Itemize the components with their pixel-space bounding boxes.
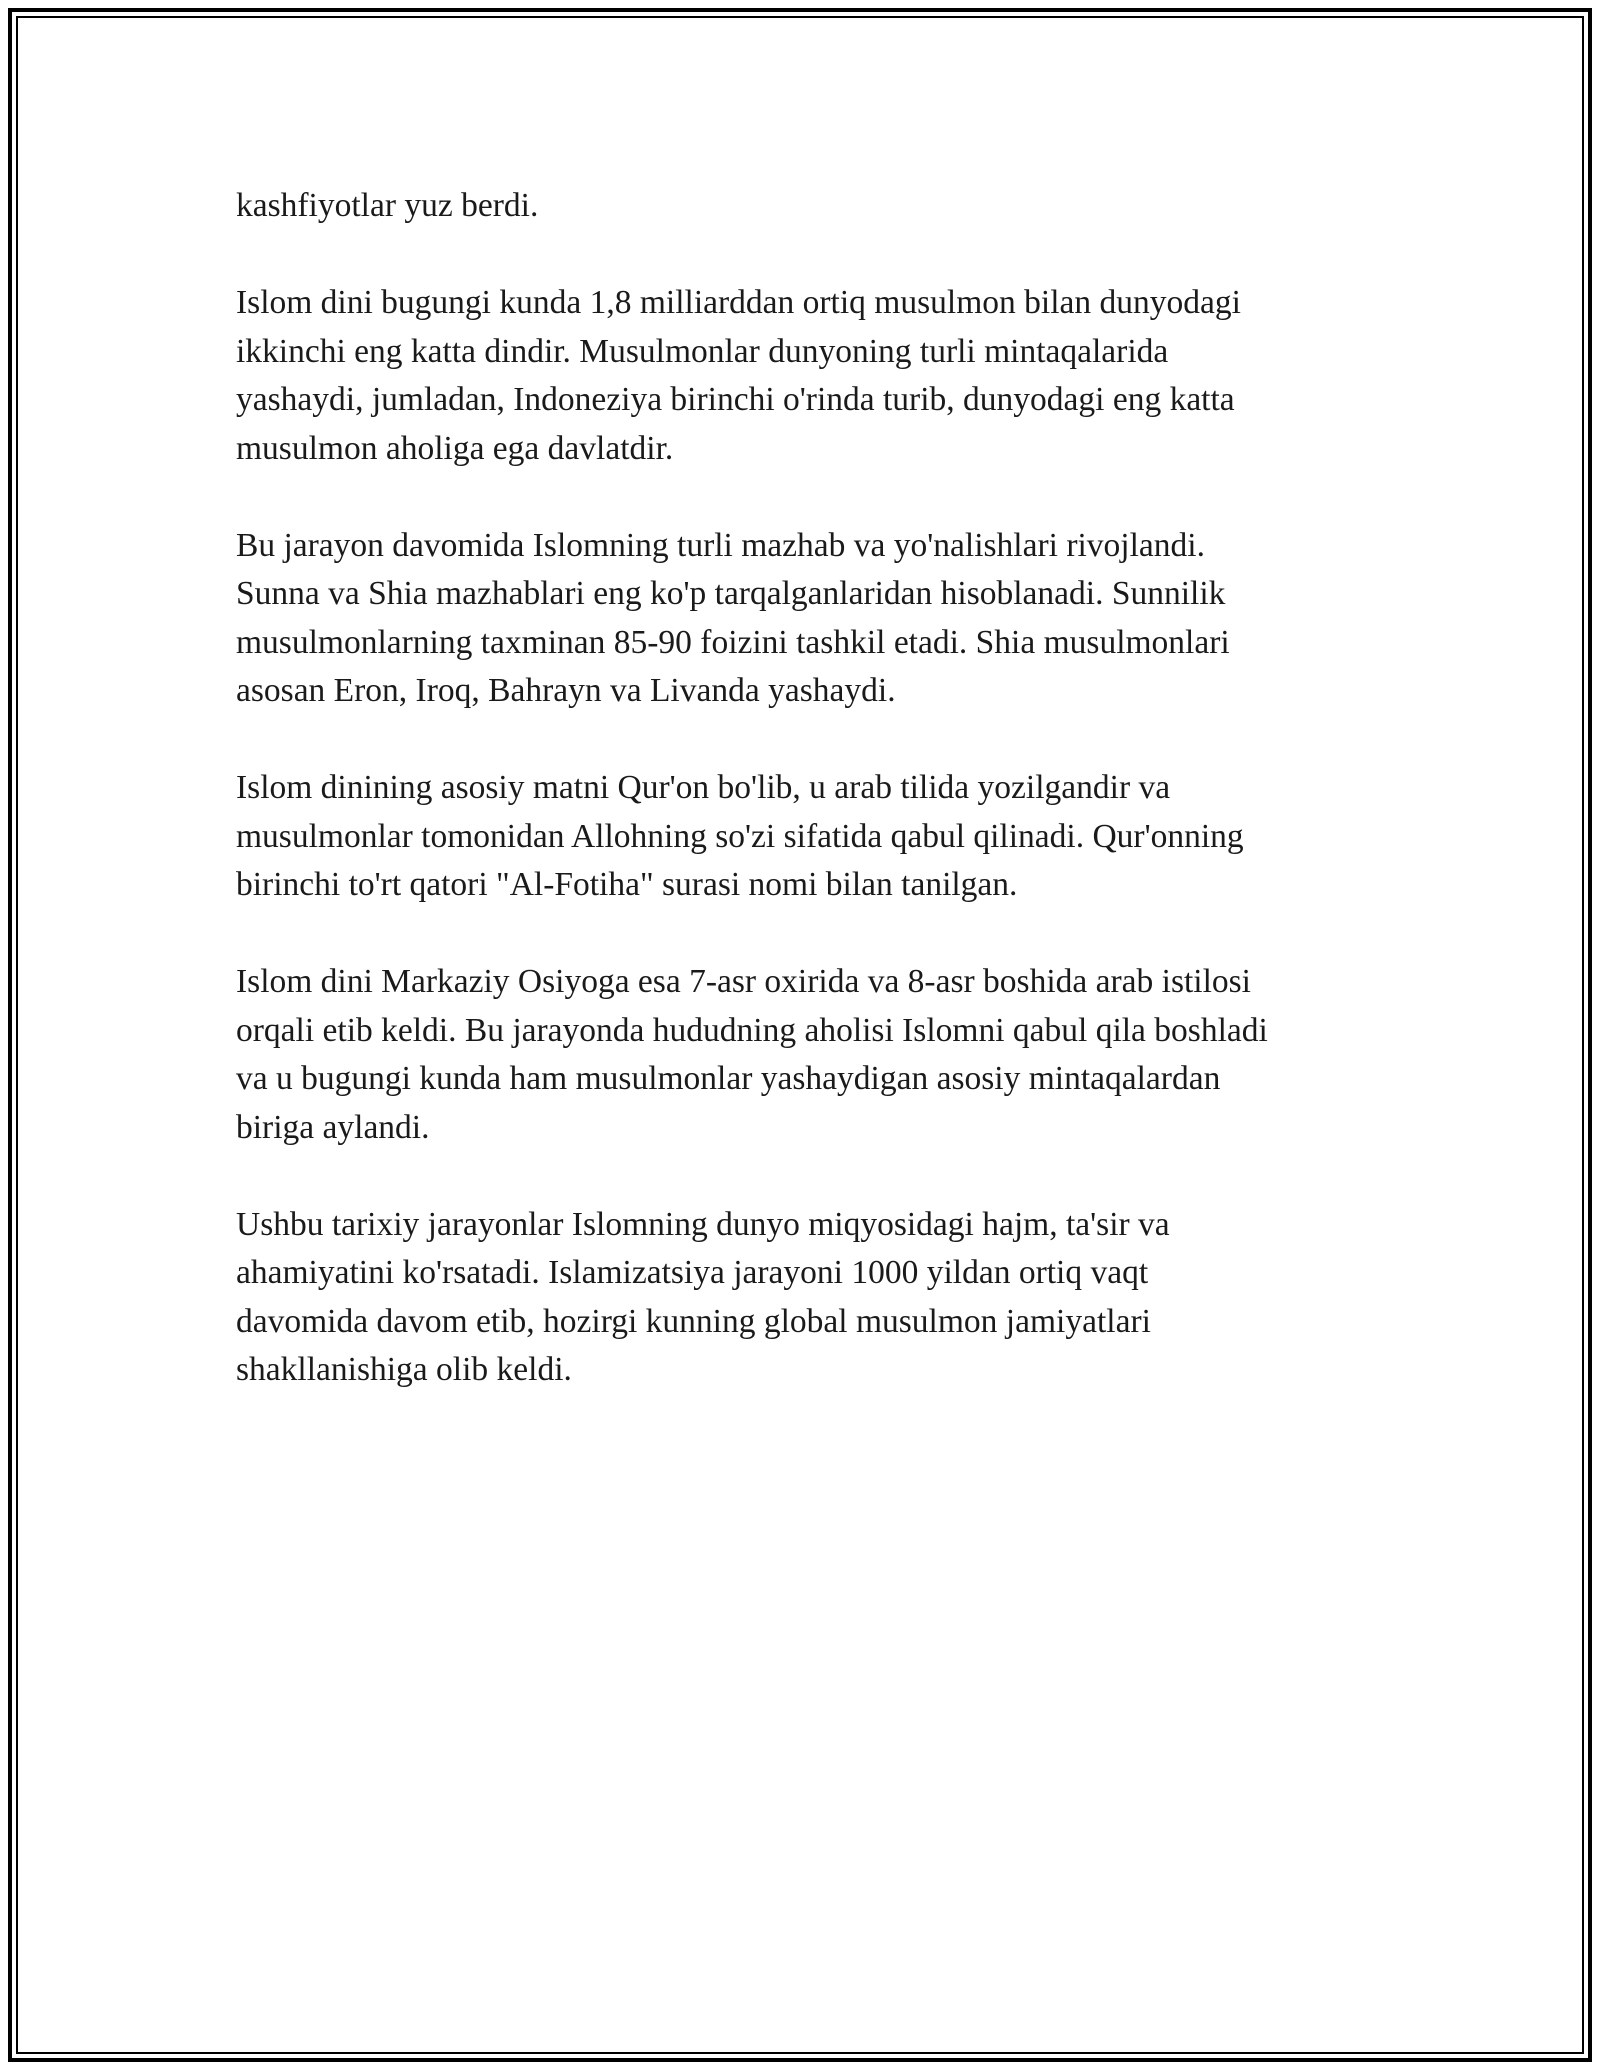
paragraph-3: Bu jarayon davomida Islomning turli mazhab va yo'nalishlari rivojlandi. Sunna va Shia mazhablari eng ko'p tarqalganlaridan hisoblanadi. Sunnilik musulmonlarning taxminan 85-90 foizini tashkil etadi. Shia musulmonlari asosan Eron, Iroq, Bahrayn va Livanda yashaydi. bbox=[236, 526, 1230, 709]
paragraph-6: Ushbu tarixiy jarayonlar Islomning dunyo miqyosidagi hajm, ta'sir va ahamiyatini ko'rsatadi. Islamizatsiya jarayoni 1000 yildan ortiq vaqt davomida davom etib, hozirgi kunning global musulmon jamiyatlari shakllanishiga olib keldi. bbox=[236, 1205, 1170, 1388]
document-body bbox=[236, 182, 1376, 1443]
paragraph-5: Islom dini Markaziy Osiyoga esa 7-asr oxirida va 8-asr boshida arab istilosi orqali etib keldi. Bu jarayonda hududning aholisi Islomni qabul qila boshladi va u bugungi kunda ham musulmonlar yashaydigan asosiy mintaqalardan biriga aylandi. bbox=[236, 963, 1268, 1146]
paragraph-1: kashfiyotlar yuz berdi. bbox=[236, 187, 539, 224]
paragraph-2: Islom dini bugungi kunda 1,8 milliarddan ortiq musulmon bilan dunyodagi ikkinchi eng katta dindir. Musulmonlar dunyoning turli mintaqalarida yashaydi, jumladan, Indoneziya birinchi o'rinda turib, dunyodagi eng katta musulmon aholiga ega davlatdir. bbox=[236, 284, 1241, 467]
paragraph-4: Islom dinining asosiy matni Qur'on bo'lib, u arab tilida yozilgandir va musulmonlar tomonidan Allohning so'zi sifatida qabul qilinadi. Qur'onning birinchi to'rt qatori "Al-Fotiha" surasi nomi bilan tanilgan. bbox=[236, 769, 1244, 903]
